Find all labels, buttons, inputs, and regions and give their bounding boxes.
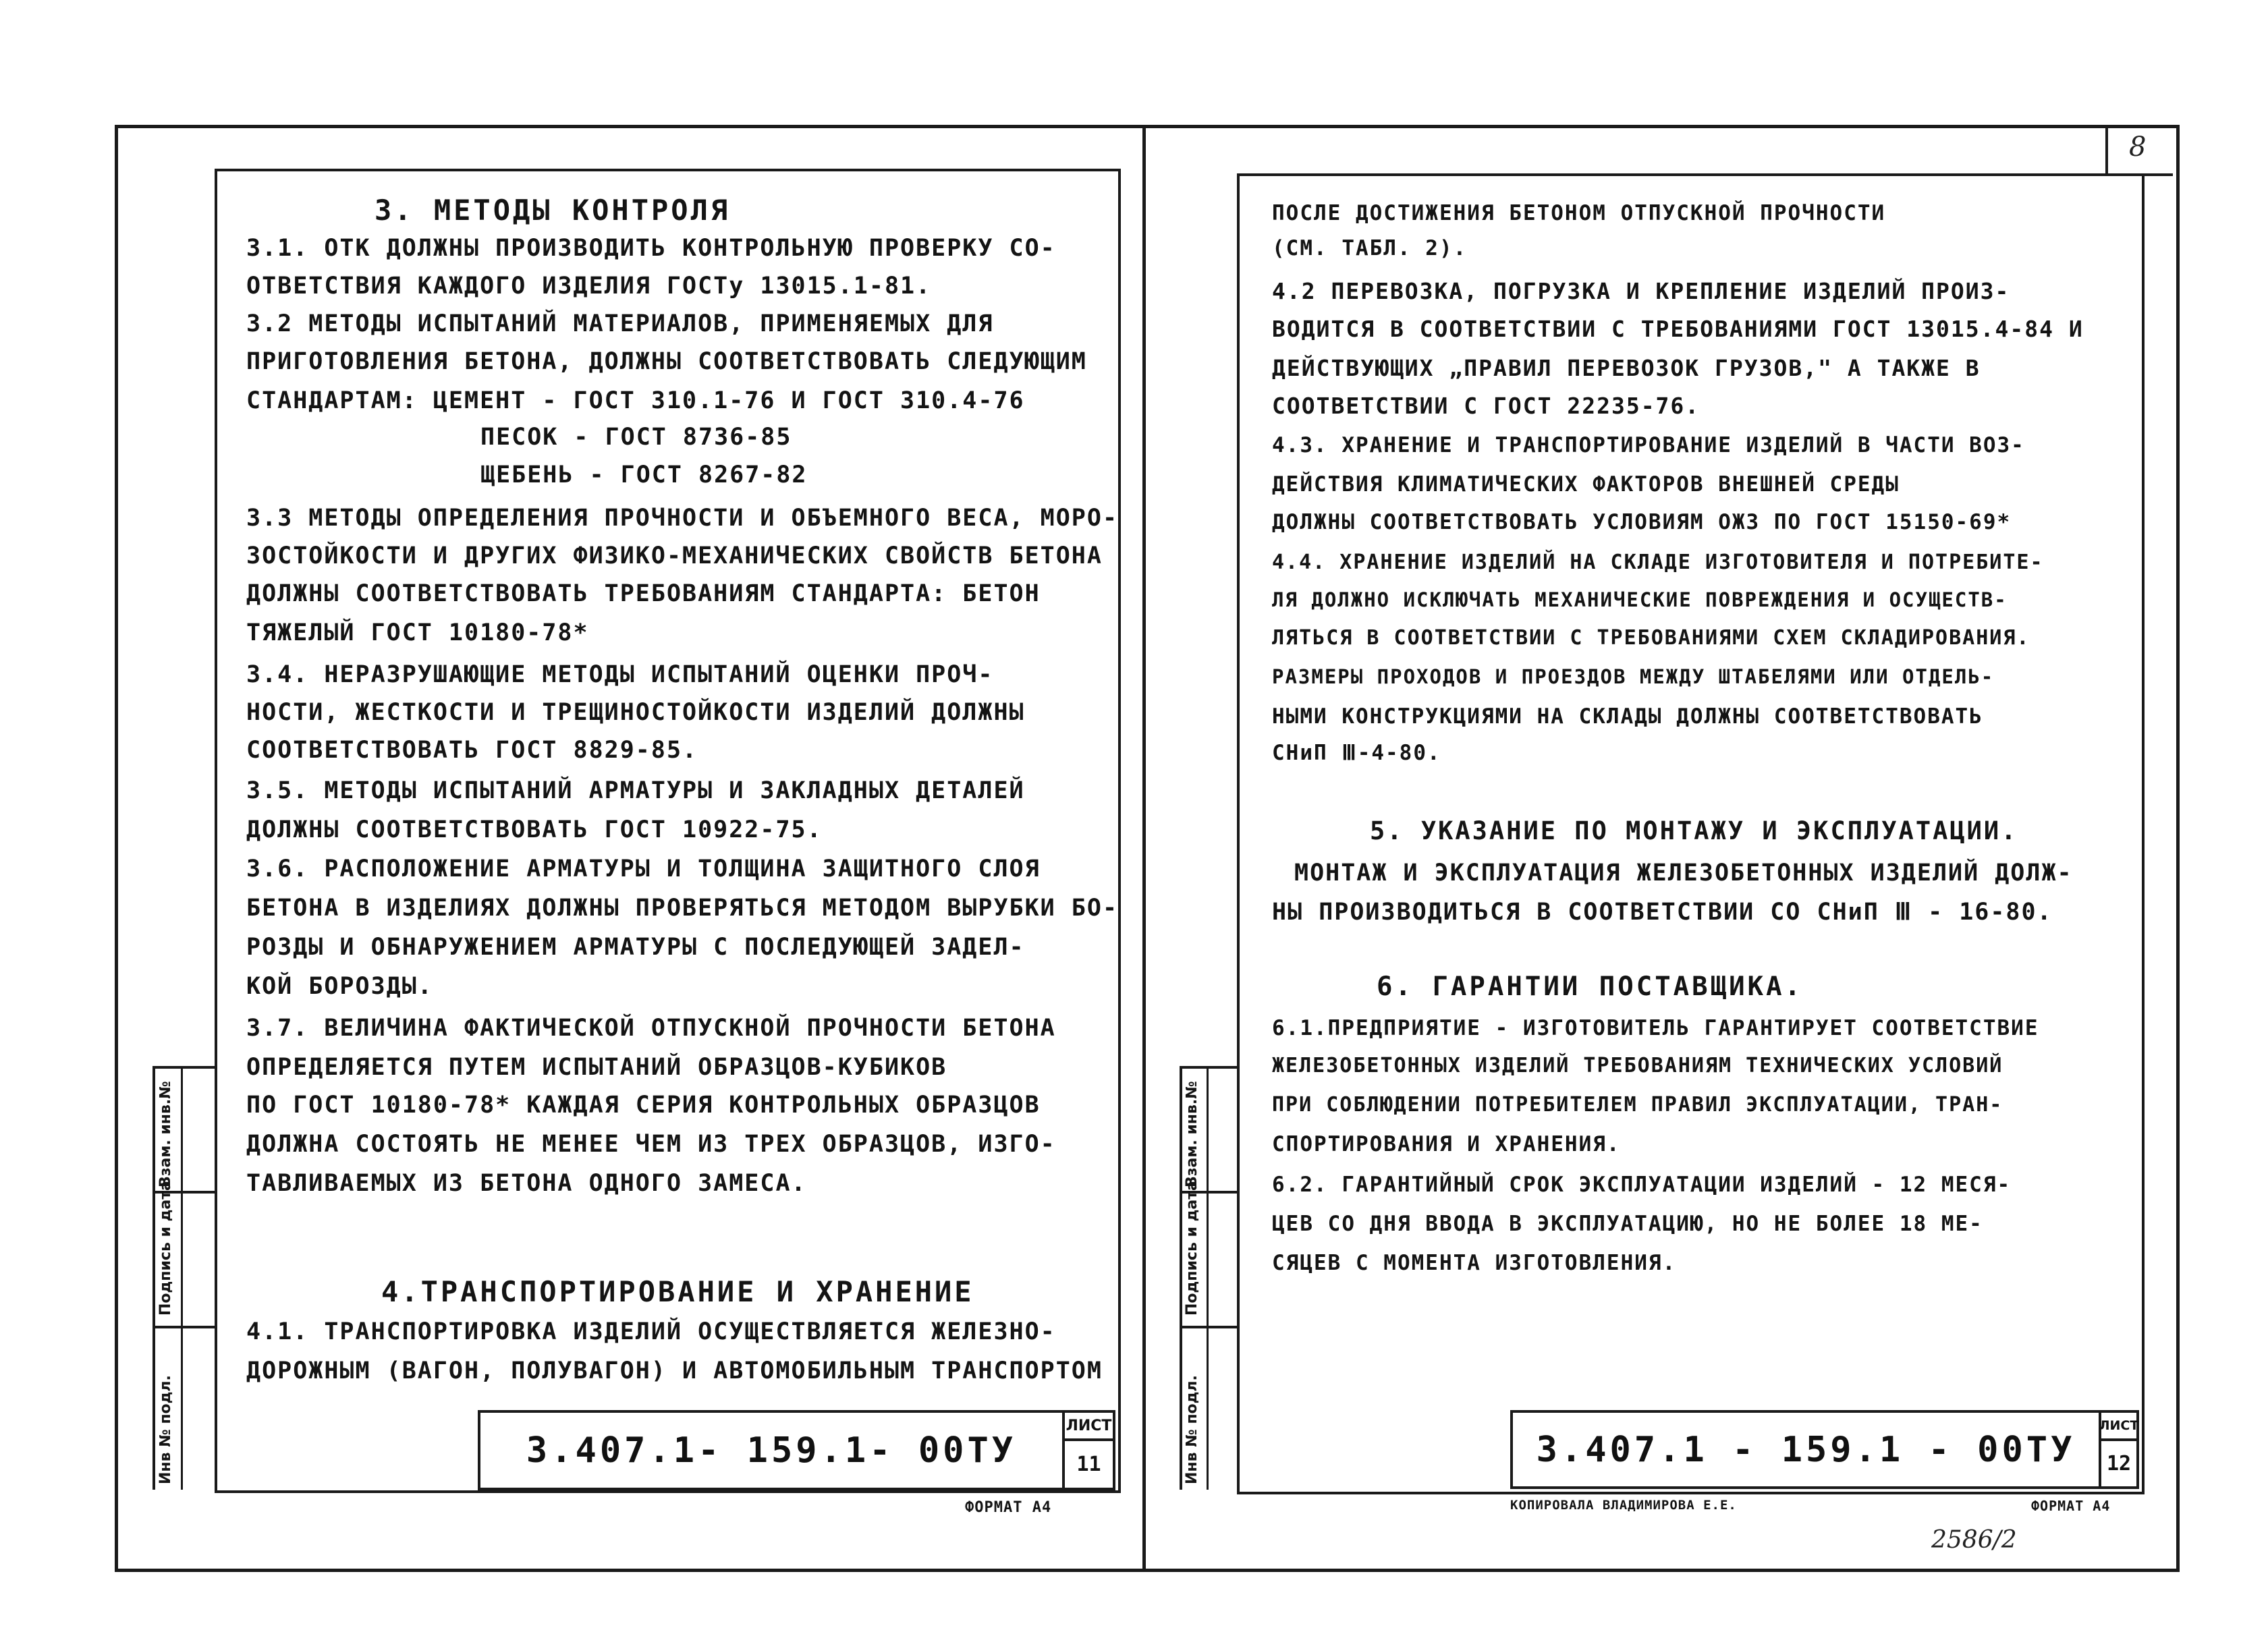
right-sheet-label-cell <box>2099 1410 2139 1441</box>
right-line-10: 4.4. ХРАНЕНИЕ ИЗДЕЛИЙ НА СКЛАДЕ ИЗГОТОВИТЕЛЯ И ПОТРЕБИТЕ- <box>1272 551 2044 574</box>
left-line-8: 3.3 МЕТОДЫ ОПРЕДЕЛЕНИЯ ПРОЧНОСТИ И ОБЪЕМНОГО ВЕСА, МОРО- <box>246 505 1119 532</box>
left-line-20: КОЙ БОРОЗДЫ. <box>246 973 433 1000</box>
left-line-7: ЩЕБЕНЬ - ГОСТ 8267-82 <box>480 461 808 488</box>
right-line-11: ЛЯ ДОЛЖНО ИСКЛЮЧАТЬ МЕХАНИЧЕСКИЕ ПОВРЕЖДЕНИЯ И ОСУЩЕСТВ- <box>1272 588 2008 611</box>
left-line-18: БЕТОНА В ИЗДЕЛИЯХ ДОЛЖНЫ ПРОВЕРЯТЬСЯ МЕТОДОМ ВЫРУБКИ БО- <box>246 895 1119 922</box>
right-format-label: ФОРМАТ А4 <box>2031 1498 2111 1514</box>
right-line-7: 4.3. ХРАНЕНИЕ И ТРАНСПОРТИРОВАНИЕ ИЗДЕЛИЙ В ЧАСТИ ВОЗ- <box>1272 433 2025 457</box>
side-label-vzam-right: Взам. инв.№ <box>1184 1081 1200 1187</box>
section-4-title: 4.ТРАНСПОРТИРОВАНИЕ И ХРАНЕНИЕ <box>381 1275 974 1308</box>
left-line-16: ДОЛЖНЫ СООТВЕТСТВОВАТЬ ГОСТ 10922-75. <box>246 816 823 843</box>
left-line-6: ПЕСОК - ГОСТ 8736-85 <box>480 424 792 451</box>
right-line-12: ЛЯТЬСЯ В СООТВЕТСТВИИ С ТРЕБОВАНИЯМИ СХЕМ СКЛАДИРОВАНИЯ. <box>1272 626 2030 650</box>
right-line-2: (СМ. ТАБЛ. 2). <box>1272 236 1468 260</box>
side-label-signature-date: Подпись и дата <box>157 1181 174 1316</box>
right-sheet-number: 12 <box>2106 1452 2132 1476</box>
left-line-21: 3.7. ВЕЛИЧИНА ФАКТИЧЕСКОЙ ОТПУСКНОЙ ПРОЧНОСТИ БЕТОНА <box>246 1015 1056 1042</box>
side-label-inv-right: Инв № подл. <box>1184 1375 1200 1484</box>
left-line-11: ТЯЖЕЛЫЙ ГОСТ 10180-78* <box>246 619 589 646</box>
right-line-14: НЫМИ КОНСТРУКЦИЯМИ НА СКЛАДЫ ДОЛЖНЫ СООТВЕТСТВОВАТЬ <box>1272 704 1983 729</box>
right-line-13: РАЗМЕРЫ ПРОХОДОВ И ПРОЕЗДОВ МЕЖДУ ШТАБЕЛЯМИ ИЛИ ОТДЕЛЬ- <box>1272 665 1995 688</box>
left-line-17: 3.6. РАСПОЛОЖЕНИЕ АРМАТУРЫ И ТОЛЩИНА ЗАЩИТНОГО СЛОЯ <box>246 855 1041 882</box>
side-label-inv: Инв № подл. <box>157 1375 174 1484</box>
side-label-vzam: Взам. инв.№ <box>157 1081 174 1187</box>
left-line-24: ДОЛЖНА СОСТОЯТЬ НЕ МЕНЕЕ ЧЕМ ИЗ ТРЕХ ОБРАЗЦОВ, ИЗГО- <box>246 1131 1056 1158</box>
right-line-5-1: МОНТАЖ И ЭКСПЛУАТАЦИЯ ЖЕЛЕЗОБЕТОННЫХ ИЗДЕЛИЙ ДОЛЖ- <box>1294 860 2073 887</box>
left-line-14: СООТВЕТСТВОВАТЬ ГОСТ 8829-85. <box>246 737 698 764</box>
right-sheet-number-cell <box>2099 1438 2139 1489</box>
right-line-3: 4.2 ПЕРЕВОЗКА, ПОГРУЗКА И КРЕПЛЕНИЕ ИЗДЕЛИЙ ПРОИЗ- <box>1272 278 2010 304</box>
left-format-label: ФОРМАТ А4 <box>965 1499 1052 1516</box>
side-label-signature-date-right: Подпись и дата <box>1184 1181 1200 1316</box>
page-number: 8 <box>2129 132 2147 163</box>
left-line-12: 3.4. НЕРАЗРУШАЮЩИЕ МЕТОДЫ ИСПЫТАНИЙ ОЦЕНКИ ПРОЧ- <box>246 661 994 688</box>
left-stamp-code-cell <box>478 1410 1065 1490</box>
left-line-25: ТАВЛИВАЕМЫХ ИЗ БЕТОНА ОДНОГО ЗАМЕСА. <box>246 1170 807 1197</box>
left-line-1: 3.1. ОТК ДОЛЖНЫ ПРОИЗВОДИТЬ КОНТРОЛЬНУЮ ПРОВЕРКУ СО- <box>246 235 1056 262</box>
right-line-4: ВОДИТСЯ В СООТВЕТСТВИИ С ТРЕБОВАНИЯМИ ГОСТ 13015.4-84 И <box>1272 316 2084 342</box>
right-line-6-3: ПРИ СОБЛЮДЕНИИ ПОТРЕБИТЕЛЕМ ПРАВИЛ ЭКСПЛУАТАЦИИ, ТРАН- <box>1272 1093 2003 1117</box>
left-line-15: 3.5. МЕТОДЫ ИСПЫТАНИЙ АРМАТУРЫ И ЗАКЛАДНЫХ ДЕТАЛЕЙ <box>246 777 1025 804</box>
left-line-3: 3.2 МЕТОДЫ ИСПЫТАНИЙ МАТЕРИАЛОВ, ПРИМЕНЯЕМЫХ ДЛЯ <box>246 310 994 337</box>
right-line-5: ДЕЙСТВУЮЩИХ „ПРАВИЛ ПЕРЕВОЗОК ГРУЗОВ," А ТАКЖЕ В <box>1272 355 1981 381</box>
right-line-8: ДЕЙСТВИЯ КЛИМАТИЧЕСКИХ ФАКТОРОВ ВНЕШНЕЙ СРЕДЫ <box>1272 472 1900 497</box>
right-line-6-5: 6.2. ГАРАНТИЙНЫЙ СРОК ЭКСПЛУАТАЦИИ ИЗДЕЛИЙ - 12 МЕСЯ- <box>1272 1173 2012 1197</box>
left-line-4: ПРИГОТОВЛЕНИЯ БЕТОНА, ДОЛЖНЫ СООТВЕТСТВОВАТЬ СЛЕДУЮЩИМ <box>246 348 1087 375</box>
left-sheet-label-cell <box>1062 1410 1115 1441</box>
left-line-9: ЗОСТОЙКОСТИ И ДРУГИХ ФИЗИКО-МЕХАНИЧЕСКИХ СВОЙСТВ БЕТОНА <box>246 542 1103 569</box>
right-stamp-code-cell <box>1510 1410 2101 1489</box>
section-6-title: 6. ГАРАНТИИ ПОСТАВЩИКА. <box>1377 972 1804 1002</box>
section-3-title: 3. МЕТОДЫ КОНТРОЛЯ <box>375 194 731 227</box>
right-line-5-2: НЫ ПРОИЗВОДИТЬСЯ В СООТВЕТСТВИИ СО СНиП Ⅲ - 16-80. <box>1272 899 2053 926</box>
page-divider <box>1142 125 1146 1569</box>
left-line-23: ПО ГОСТ 10180-78* КАЖДАЯ СЕРИЯ КОНТРОЛЬНЫХ ОБРАЗЦОВ <box>246 1092 1041 1119</box>
left-line-13: НОСТИ, ЖЕСТКОСТИ И ТРЕЩИНОСТОЙКОСТИ ИЗДЕЛИЙ ДОЛЖНЫ <box>246 699 1025 726</box>
left-sheet-number-cell <box>1062 1438 1115 1490</box>
right-line-6-7: СЯЦЕВ С МОМЕНТА ИЗГОТОВЛЕНИЯ. <box>1272 1251 1677 1275</box>
left-sheet-number: 11 <box>1076 1453 1101 1476</box>
right-line-6-2: ЖЕЛЕЗОБЕТОННЫХ ИЗДЕЛИЙ ТРЕБОВАНИЯМ ТЕХНИЧЕСКИХ УСЛОВИЙ <box>1272 1054 2003 1077</box>
left-line-5: СТАНДАРТАМ: ЦЕМЕНТ - ГОСТ 310.1-76 И ГОСТ 310.4-76 <box>246 387 1025 414</box>
right-line-1: ПОСЛЕ ДОСТИЖЕНИЯ БЕТОНОМ ОТПУСКНОЙ ПРОЧНОСТИ <box>1272 201 1886 225</box>
right-line-15: СНиП Ⅲ-4-80. <box>1272 741 1441 765</box>
left-line-22: ОПРЕДЕЛЯЕТСЯ ПУТЕМ ИСПЫТАНИЙ ОБРАЗЦОВ-КУБИКОВ <box>246 1054 947 1081</box>
archive-number: 2586/2 <box>1931 1526 2017 1554</box>
left-line-2: ОТВЕТСТВИЯ КАЖДОГО ИЗДЕЛИЯ ГОСТу 13015.1-81. <box>246 273 932 300</box>
right-sheet-label: ЛИСТ <box>2099 1418 2139 1433</box>
right-line-6: СООТВЕТСТВИИ С ГОСТ 22235-76. <box>1272 393 1700 419</box>
right-line-6-4: СПОРТИРОВАНИЯ И ХРАНЕНИЯ. <box>1272 1132 1621 1156</box>
left-stamp-code: 3.407.1- 159.1- 00ТУ <box>526 1430 1017 1471</box>
right-line-6-1: 6.1.ПРЕДПРИЯТИЕ - ИЗГОТОВИТЕЛЬ ГАРАНТИРУЕТ СООТВЕТСТВИЕ <box>1272 1016 2039 1040</box>
right-line-6-6: ЦЕВ СО ДНЯ ВВОДА В ЭКСПЛУАТАЦИЮ, НО НЕ БОЛЕЕ 18 МЕ- <box>1272 1212 1983 1236</box>
right-line-9: ДОЛЖНЫ СООТВЕТСТВОВАТЬ УСЛОВИЯМ ОЖ3 ПО ГОСТ 15150-69* <box>1272 510 2012 534</box>
left-line-4-2: ДОРОЖНЫМ (ВАГОН, ПОЛУВАГОН) И АВТОМОБИЛЬНЫМ ТРАНСПОРТОМ <box>246 1357 1103 1384</box>
left-sheet-label: ЛИСТ <box>1066 1417 1112 1434</box>
right-stamp-code: 3.407.1 - 159.1 - 00ТУ <box>1536 1429 2076 1470</box>
left-line-4-1: 4.1. ТРАНСПОРТИРОВКА ИЗДЕЛИЙ ОСУЩЕСТВЛЯЕТСЯ ЖЕЛЕЗНО- <box>246 1318 1056 1345</box>
left-line-19: РОЗДЫ И ОБНАРУЖЕНИЕМ АРМАТУРЫ С ПОСЛЕДУЮЩЕЙ ЗАДЕЛ- <box>246 934 1025 961</box>
copied-by-label: КОПИРОВАЛА ВЛАДИМИРОВА Е.Е. <box>1510 1498 1737 1513</box>
left-line-10: ДОЛЖНЫ СООТВЕТСТВОВАТЬ ТРЕБОВАНИЯМ СТАНДАРТА: БЕТОН <box>246 580 1041 607</box>
section-5-title: 5. УКАЗАНИЕ ПО МОНТАЖУ И ЭКСПЛУАТАЦИИ. <box>1370 816 2018 845</box>
